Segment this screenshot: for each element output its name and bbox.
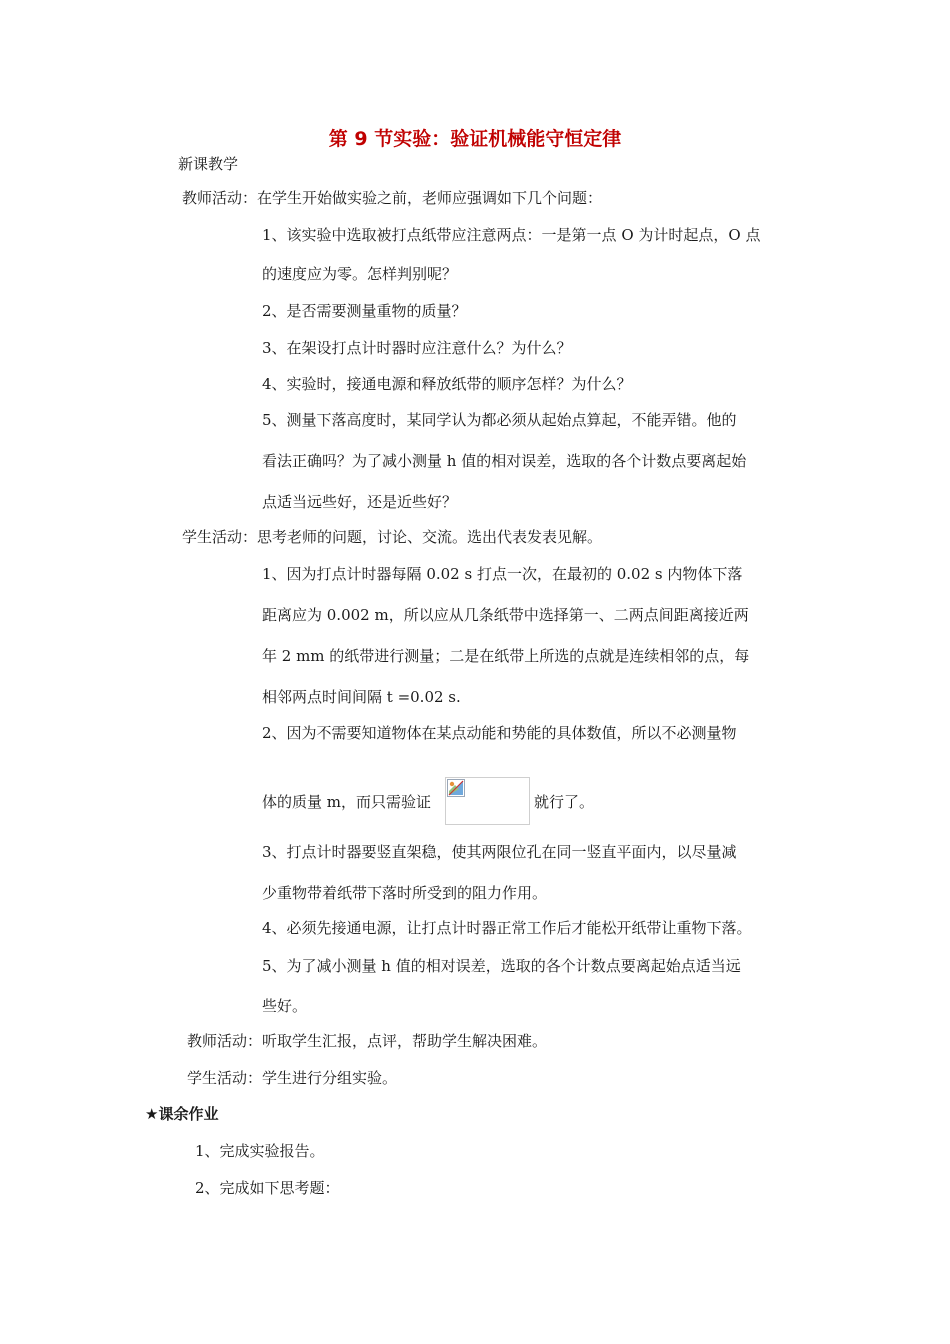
answer-line: 距离应为 0.002 m，所以应从几条纸带中选择第一、二两点间距离接近两 (262, 606, 749, 624)
answer-line: 相邻两点时间间隔 t =0.02 s. (262, 688, 461, 706)
answer-line: 4、必须先接通电源，让打点计时器正常工作后才能松开纸带让重物下落。 (262, 919, 752, 937)
homework-heading: ★课余作业 (145, 1105, 219, 1123)
question-line: 看法正确吗？为了减小测量 h 值的相对误差，选取的各个计数点要离起始 (262, 452, 747, 470)
question-line: 2、是否需要测量重物的质量？ (262, 302, 467, 320)
teacher-intro: 教师活动：在学生开始做实验之前，老师应强调如下几个问题： (182, 189, 603, 207)
question-line: 3、在架设打点计时器时应注意什么？为什么？ (262, 339, 572, 357)
answer-line: 些好。 (262, 997, 308, 1015)
answer-line: 2、因为不需要知道物体在某点动能和势能的具体数值，所以不必测量物 (262, 724, 737, 742)
question-line: 4、实验时，接通电源和释放纸带的顺序怎样？为什么？ (262, 375, 632, 393)
section-label: 新课教学 (178, 155, 239, 173)
question-line: 点适当远些好，还是近些好？ (262, 493, 458, 511)
homework-item: 1、完成实验报告。 (195, 1142, 325, 1160)
homework-item: 2、完成如下思考题： (195, 1179, 340, 1197)
equation-image (445, 777, 530, 825)
page-title: 第 9 节实验：验证机械能守恒定律 (328, 128, 622, 150)
student-intro: 学生活动：思考老师的问题，讨论、交流。选出代表发表见解。 (182, 528, 603, 546)
answer-line: 5、为了减小测量 h 值的相对误差，选取的各个计数点要离起始点适当远 (262, 957, 741, 975)
question-line: 5、测量下落高度时，某同学认为都必须从起始点算起，不能弄错。他的 (262, 411, 737, 429)
answer-line: 体的质量 m，而只需验证 (262, 793, 431, 811)
question-line: 1、该实验中选取被打点纸带应注意两点：一是第一点 O 为计时起点，O 点 (262, 226, 761, 244)
broken-image-icon (447, 779, 465, 797)
question-line: 的速度应为零。怎样判别呢？ (262, 265, 458, 283)
answer-line: 3、打点计时器要竖直架稳，使其两限位孔在同一竖直平面内，以尽量减 (262, 843, 737, 861)
answer-line: 1、因为打点计时器每隔 0.02 s 打点一次，在最初的 0.02 s 内物体下落 (262, 565, 743, 583)
teacher-activity: 教师活动：听取学生汇报，点评，帮助学生解决困难。 (187, 1032, 548, 1050)
answer-line: 年 2 mm 的纸带进行测量；二是在纸带上所选的点就是连续相邻的点，每 (262, 647, 750, 665)
student-activity: 学生活动：学生进行分组实验。 (187, 1069, 398, 1087)
answer-line: 少重物带着纸带下落时所受到的阻力作用。 (262, 884, 548, 902)
answer-line: 就行了。 (534, 793, 595, 811)
